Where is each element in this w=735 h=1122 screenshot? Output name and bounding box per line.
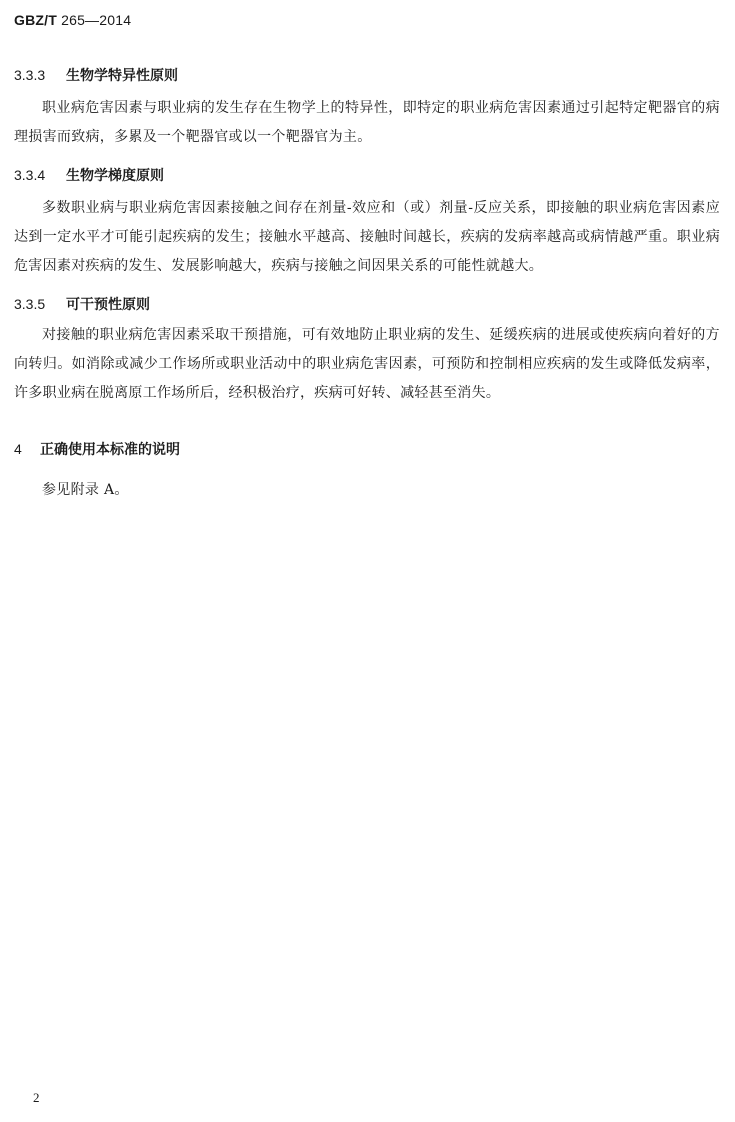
section-paragraph-3-3-4: 多数职业病与职业病危害因素接触之间存在剂量-效应和（或）剂量-反应关系，即接触的职业病危害因素应达到一定水平才可能引起疾病的发生；接触水平越高、接触时间越长，疾病的发病率越高或病情越严重。职业病危害因素对疾病的发生、发展影响越大，疾病与接触之间因果关系的可能性就越大。 (14, 200, 720, 274)
standard-number: 265—2014 (61, 12, 132, 28)
section-heading-3-3-3 (14, 64, 720, 86)
document-body (14, 64, 720, 505)
page-number: 2 (33, 1090, 40, 1105)
clause-title: 正确使用本标准的说明 (40, 442, 180, 458)
section-number: 3.3.3 (14, 67, 46, 83)
clause-paragraph-4: 参见附录 A。 (42, 482, 129, 498)
section-heading-3-3-5 (14, 293, 720, 315)
standard-code: GBZ/T (14, 12, 57, 28)
clause-heading-4 (14, 438, 720, 460)
section-paragraph-3-3-3: 职业病危害因素与职业病的发生存在生物学上的特异性，即特定的职业病危害因素通过引起特定靶器官的病理损害而致病，多累及一个靶器官或以一个靶器官为主。 (14, 100, 720, 145)
section-heading-3-3-4 (14, 164, 720, 186)
document-header (14, 12, 131, 28)
clause-number: 4 (14, 441, 22, 457)
section-title: 生物学特异性原则 (66, 68, 178, 84)
section-number: 3.3.4 (14, 167, 46, 183)
section-title: 生物学梯度原则 (66, 168, 164, 184)
section-title: 可干预性原则 (66, 297, 150, 313)
section-paragraph-3-3-5: 对接触的职业病危害因素采取干预措施，可有效地防止职业病的发生、延缓疾病的进展或使疾病向着好的方向转归。如消除或减少工作场所或职业活动中的职业病危害因素，可预防和控制相应疾病的发生或降低发病率，许多职业病在脱离原工作场所后，经积极治疗，疾病可好转、减轻甚至消失。 (14, 327, 720, 401)
section-number: 3.3.5 (14, 296, 46, 312)
